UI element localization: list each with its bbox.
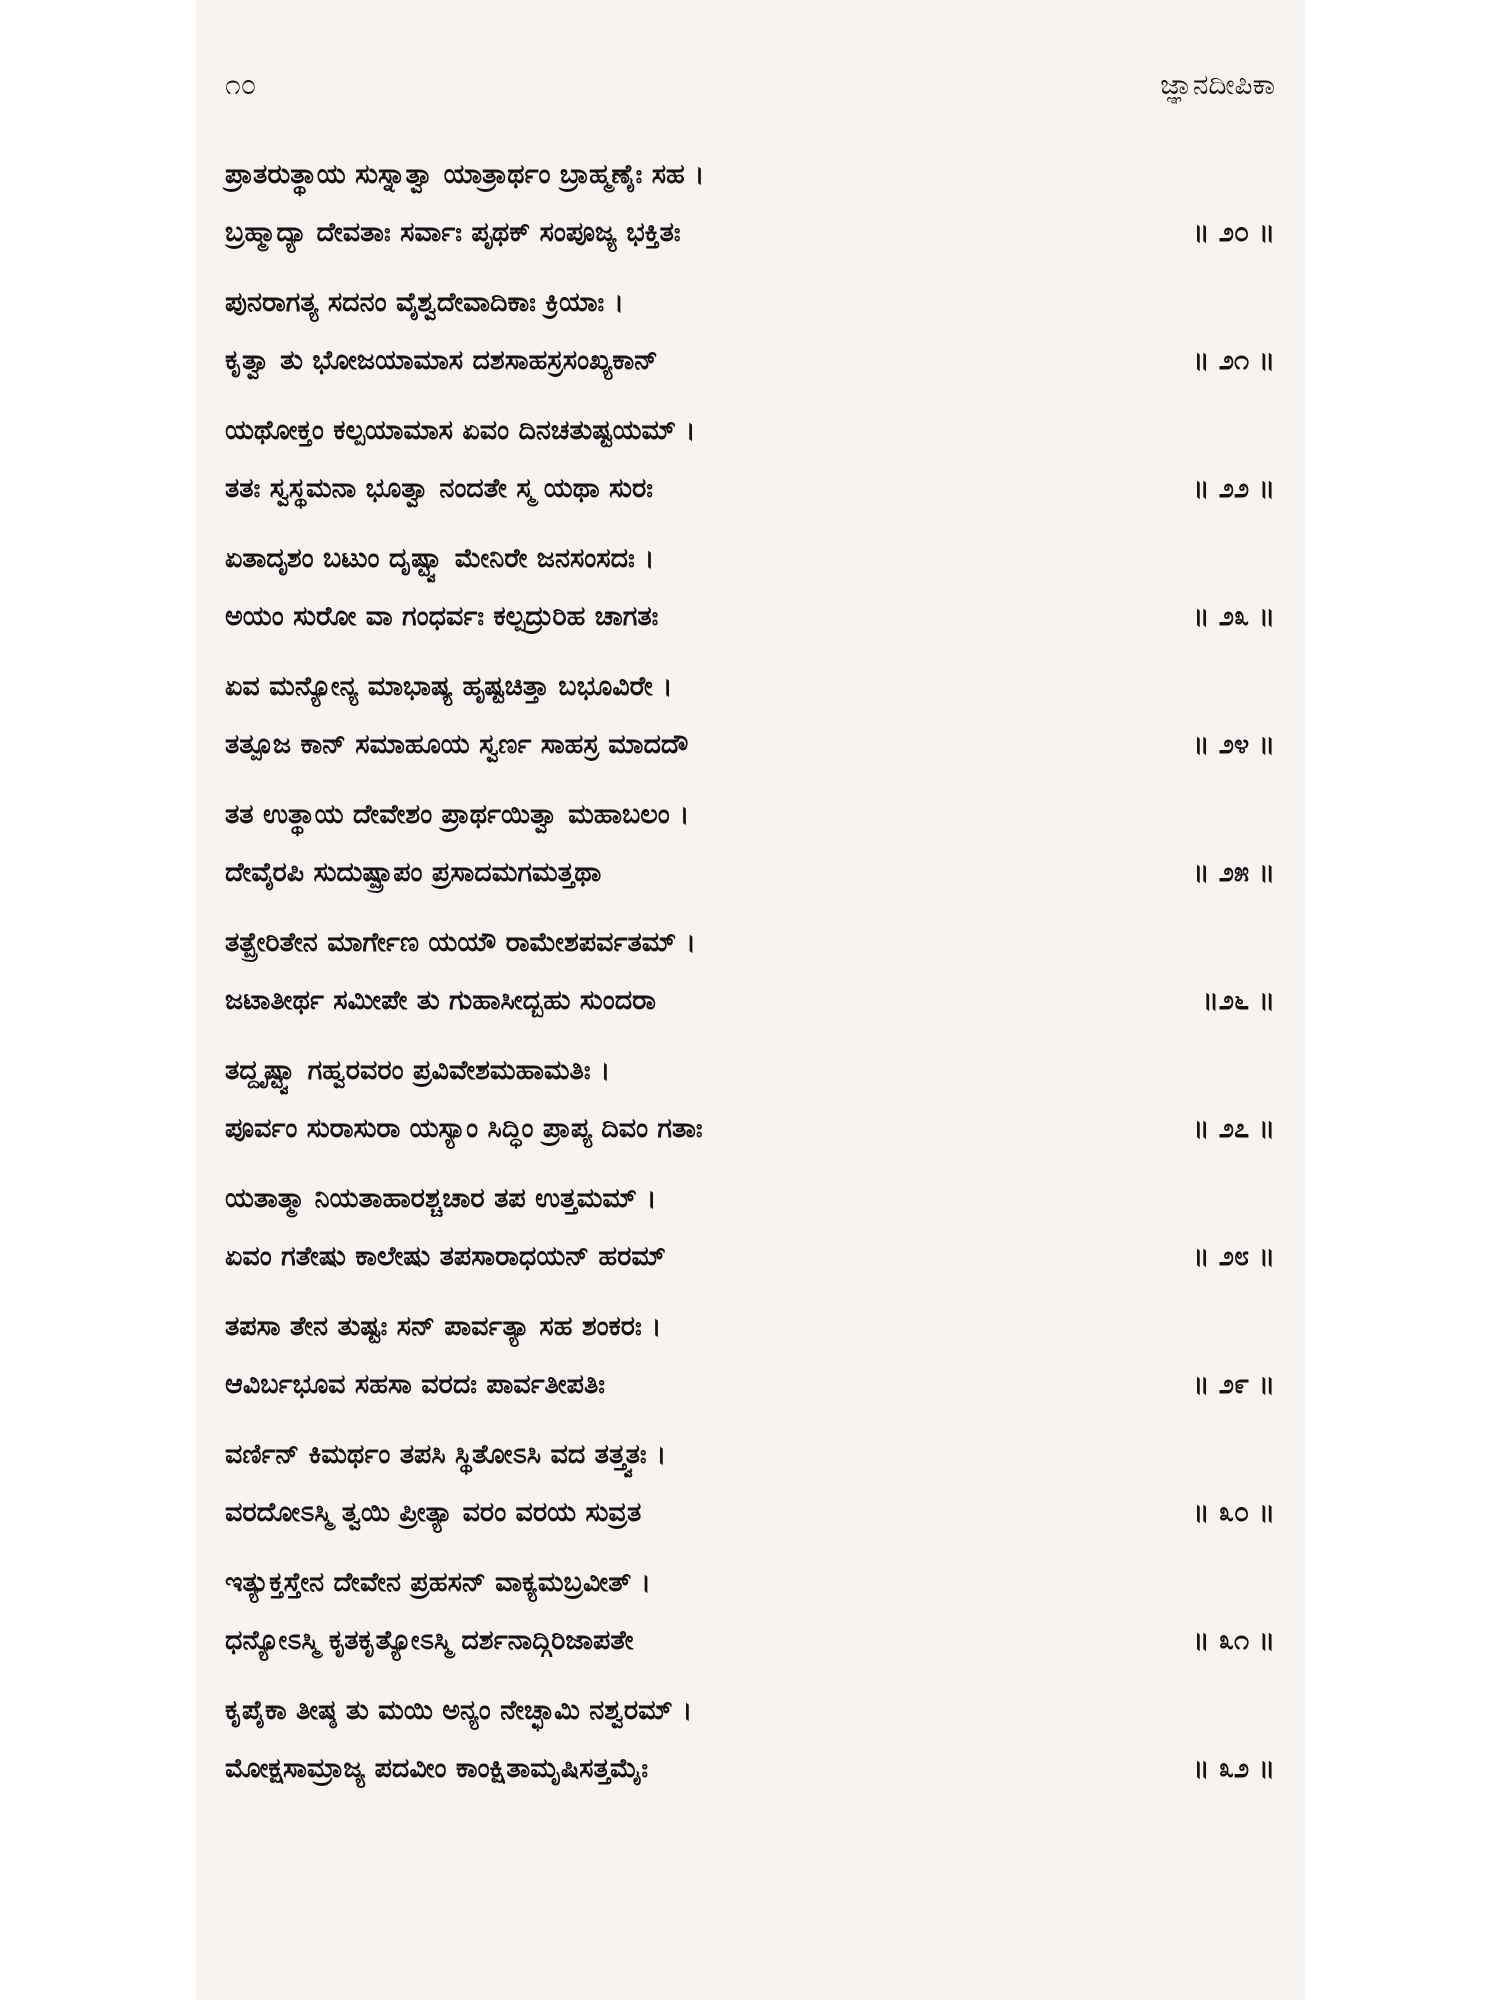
verse-number: ॥ ೨೪ ॥	[1193, 729, 1275, 760]
verse-number: ॥ ೩೧ ॥	[1193, 1625, 1275, 1656]
page-header	[225, 60, 1275, 120]
verse-number: ॥ ೨೯ ॥	[1193, 1369, 1275, 1400]
verse-line-1: ಪ್ರಾತರುತ್ಥಾಯ ಸುಸ್ನಾತ್ವಾ ಯಾತ್ರಾರ್ಥಂ ಬ್ರಾಹ್ಮಣೈಃ ಸಹ ।	[225, 159, 705, 190]
verse-line-2: ವರದೋಽಸ್ಮಿ ತ್ವಯಿ ಪ್ರೀತ್ಯಾ ವರಂ ವರಯ ಸುವ್ರತ	[225, 1497, 642, 1528]
verse-line-1: ಯಥೋಕ್ತಂ ಕಲ್ಪಯಾಮಾಸ ಏವಂ ದಿನಚತುಷ್ಟಯಮ್ ।	[225, 415, 696, 446]
verse-26	[225, 916, 1275, 1044]
book-page	[195, 0, 1305, 2000]
verse-number: ॥ ೨೮ ॥	[1193, 1241, 1275, 1272]
verse-number: ॥ ೨೨ ॥	[1193, 473, 1275, 504]
verse-27	[225, 1044, 1275, 1172]
verse-line-2: ದೇವೈರಪಿ ಸುದುಷ್ಪ್ರಾಪಂ ಪ್ರಸಾದಮಗಮತ್ತಥಾ	[225, 857, 602, 888]
verse-number: ॥ ೨೧ ॥	[1193, 345, 1275, 376]
verse-20	[225, 148, 1275, 276]
verse-line-1: ತದ್ದೃಷ್ಟ್ವಾ ಗಹ್ವರವರಂ ಪ್ರವಿವೇಶಮಹಾಮತಿಃ ।	[225, 1055, 611, 1086]
verse-line-2: ಮೋಕ್ಷಸಾಮ್ರಾಜ್ಯ ಪದವೀಂ ಕಾಂಕ್ಷಿತಾಮೃಷಿಸತ್ತಮೈಃ	[225, 1753, 649, 1784]
verse-24	[225, 660, 1275, 788]
verse-line-2: ಏವಂ ಗತೇಷು ಕಾಲೇಷು ತಪಸಾರಾಧಯನ್ ಹರಮ್	[225, 1241, 666, 1272]
verse-line-2: ಅಯಂ ಸುರೋ ವಾ ಗಂಧರ್ವಃ ಕಲ್ಪದ್ರುರಿಹ ಚಾಗತಃ	[225, 601, 659, 632]
verse-line-2: ಧನ್ಯೋಽಸ್ಮಿ ಕೃತಕೃತ್ಯೋಽಸ್ಮಿ ದರ್ಶನಾದ್ಗಿರಿಜಾಪತೇ	[225, 1625, 634, 1656]
page-number: ೧೦	[225, 68, 257, 101]
verse-line-2: ಆವಿರ್ಬಭೂವ ಸಹಸಾ ವರದಃ ಪಾರ್ವತೀಪತಿಃ	[225, 1369, 605, 1400]
verse-22	[225, 404, 1275, 532]
verse-line-2: ಪೂರ್ವಂ ಸುರಾಸುರಾ ಯಸ್ಯಾಂ ಸಿದ್ಧಿಂ ಪ್ರಾಪ್ಯ ದಿವಂ ಗತಾಃ	[225, 1113, 703, 1144]
verse-line-1: ಯತಾತ್ಮಾ ನಿಯತಾಹಾರಶ್ಚಚಾರ ತಪ ಉತ್ತಮಮ್ ।	[225, 1183, 657, 1214]
verse-29	[225, 1300, 1275, 1428]
running-title: ಜ್ಞಾನದೀಪಿಕಾ	[1160, 68, 1275, 101]
verse-line-2: ಜಟಾತೀರ್ಥ ಸಮೀಪೇ ತು ಗುಹಾಸೀದ್ಬಹು ಸುಂದರಾ	[225, 985, 656, 1016]
verse-line-2: ತತಃ ಸ್ವಸ್ಥಮನಾ ಭೂತ್ವಾ ನಂದತೇ ಸ್ಮ ಯಥಾ ಸುರಃ	[225, 473, 653, 504]
verse-line-1: ತಪಸಾ ತೇನ ತುಷ್ಟಃ ಸನ್ ಪಾರ್ವತ್ಯಾ ಸಹ ಶಂಕರಃ ।	[225, 1311, 662, 1342]
verse-line-1: ಇತ್ಯುಕ್ತಸ್ತೇನ ದೇವೇನ ಪ್ರಹಸನ್ ವಾಕ್ಯಮಬ್ರವೀತ್ ।	[225, 1567, 651, 1598]
verse-number: ॥ ೨೦ ॥	[1193, 217, 1275, 248]
verse-31	[225, 1556, 1275, 1684]
verse-number: ॥ ೩೦ ॥	[1193, 1497, 1275, 1528]
verse-number: ॥೨೬ ॥	[1202, 985, 1275, 1016]
verse-23	[225, 532, 1275, 660]
verse-25	[225, 788, 1275, 916]
verse-number: ॥ ೨೫ ॥	[1193, 857, 1275, 888]
verse-28	[225, 1172, 1275, 1300]
verse-line-1: ವರ್ಣಿನ್ ಕಿಮರ್ಥಂ ತಪಸಿ ಸ್ಥಿತೋಽಸಿ ವದ ತತ್ತ್ವತಃ ।	[225, 1439, 667, 1470]
verse-21	[225, 276, 1275, 404]
verse-line-1: ಕೃಪೈಕಾ ತೀಷ್ಠ ತು ಮಯಿ ಅನ್ಯಂ ನೇಚ್ಛಾಮಿ ನಶ್ವರಮ್ ।	[225, 1695, 693, 1726]
verse-number: ॥ ೨೩ ॥	[1193, 601, 1275, 632]
verse-number: ॥ ೨೭ ॥	[1193, 1113, 1275, 1144]
verse-line-1: ಏವ ಮನ್ಯೋನ್ಯ ಮಾಭಾಷ್ಯ ಹೃಷ್ಟಚಿತ್ತಾ ಬಭೂವಿರೇ ।	[225, 671, 673, 702]
verse-32	[225, 1684, 1275, 1812]
verse-list	[225, 148, 1275, 1812]
verse-line-1: ತತ ಉತ್ಥಾಯ ದೇವೇಶಂ ಪ್ರಾರ್ಥಯಿತ್ವಾ ಮಹಾಬಲಂ ।	[225, 799, 690, 830]
verse-line-1: ಪುನರಾಗತ್ಯ ಸದನಂ ವೈಶ್ವದೇವಾದಿಕಾಃ ಕ್ರಿಯಾಃ ।	[225, 287, 624, 318]
verse-line-1: ಏತಾದೃಶಂ ಬಟುಂ ದೃಷ್ಟ್ವಾ ಮೇನಿರೇ ಜನಸಂಸದಃ ।	[225, 543, 655, 574]
verse-line-1: ತತ್ಪ್ರೇರಿತೇನ ಮಾರ್ಗೇಣ ಯಯೌ ರಾಮೇಶಪರ್ವತಮ್ ।	[225, 927, 696, 958]
verse-line-2: ಬ್ರಹ್ಮಾದ್ಯಾ ದೇವತಾಃ ಸರ್ವಾಃ ಪೃಥಕ್ ಸಂಪೂಜ್ಯ ಭಕ್ತಿತಃ	[225, 217, 681, 248]
verse-line-2: ತತ್ಪೂಜ ಕಾನ್ ಸಮಾಹೂಯ ಸ್ವರ್ಣ ಸಾಹಸ್ರ ಮಾದದೌ	[225, 729, 689, 760]
verse-line-2: ಕೃತ್ವಾ ತು ಭೋಜಯಾಮಾಸ ದಶಸಾಹಸ್ರಸಂಖ್ಯಕಾನ್	[225, 345, 658, 376]
verse-number: ॥ ೩೨ ॥	[1193, 1753, 1275, 1784]
verse-30	[225, 1428, 1275, 1556]
